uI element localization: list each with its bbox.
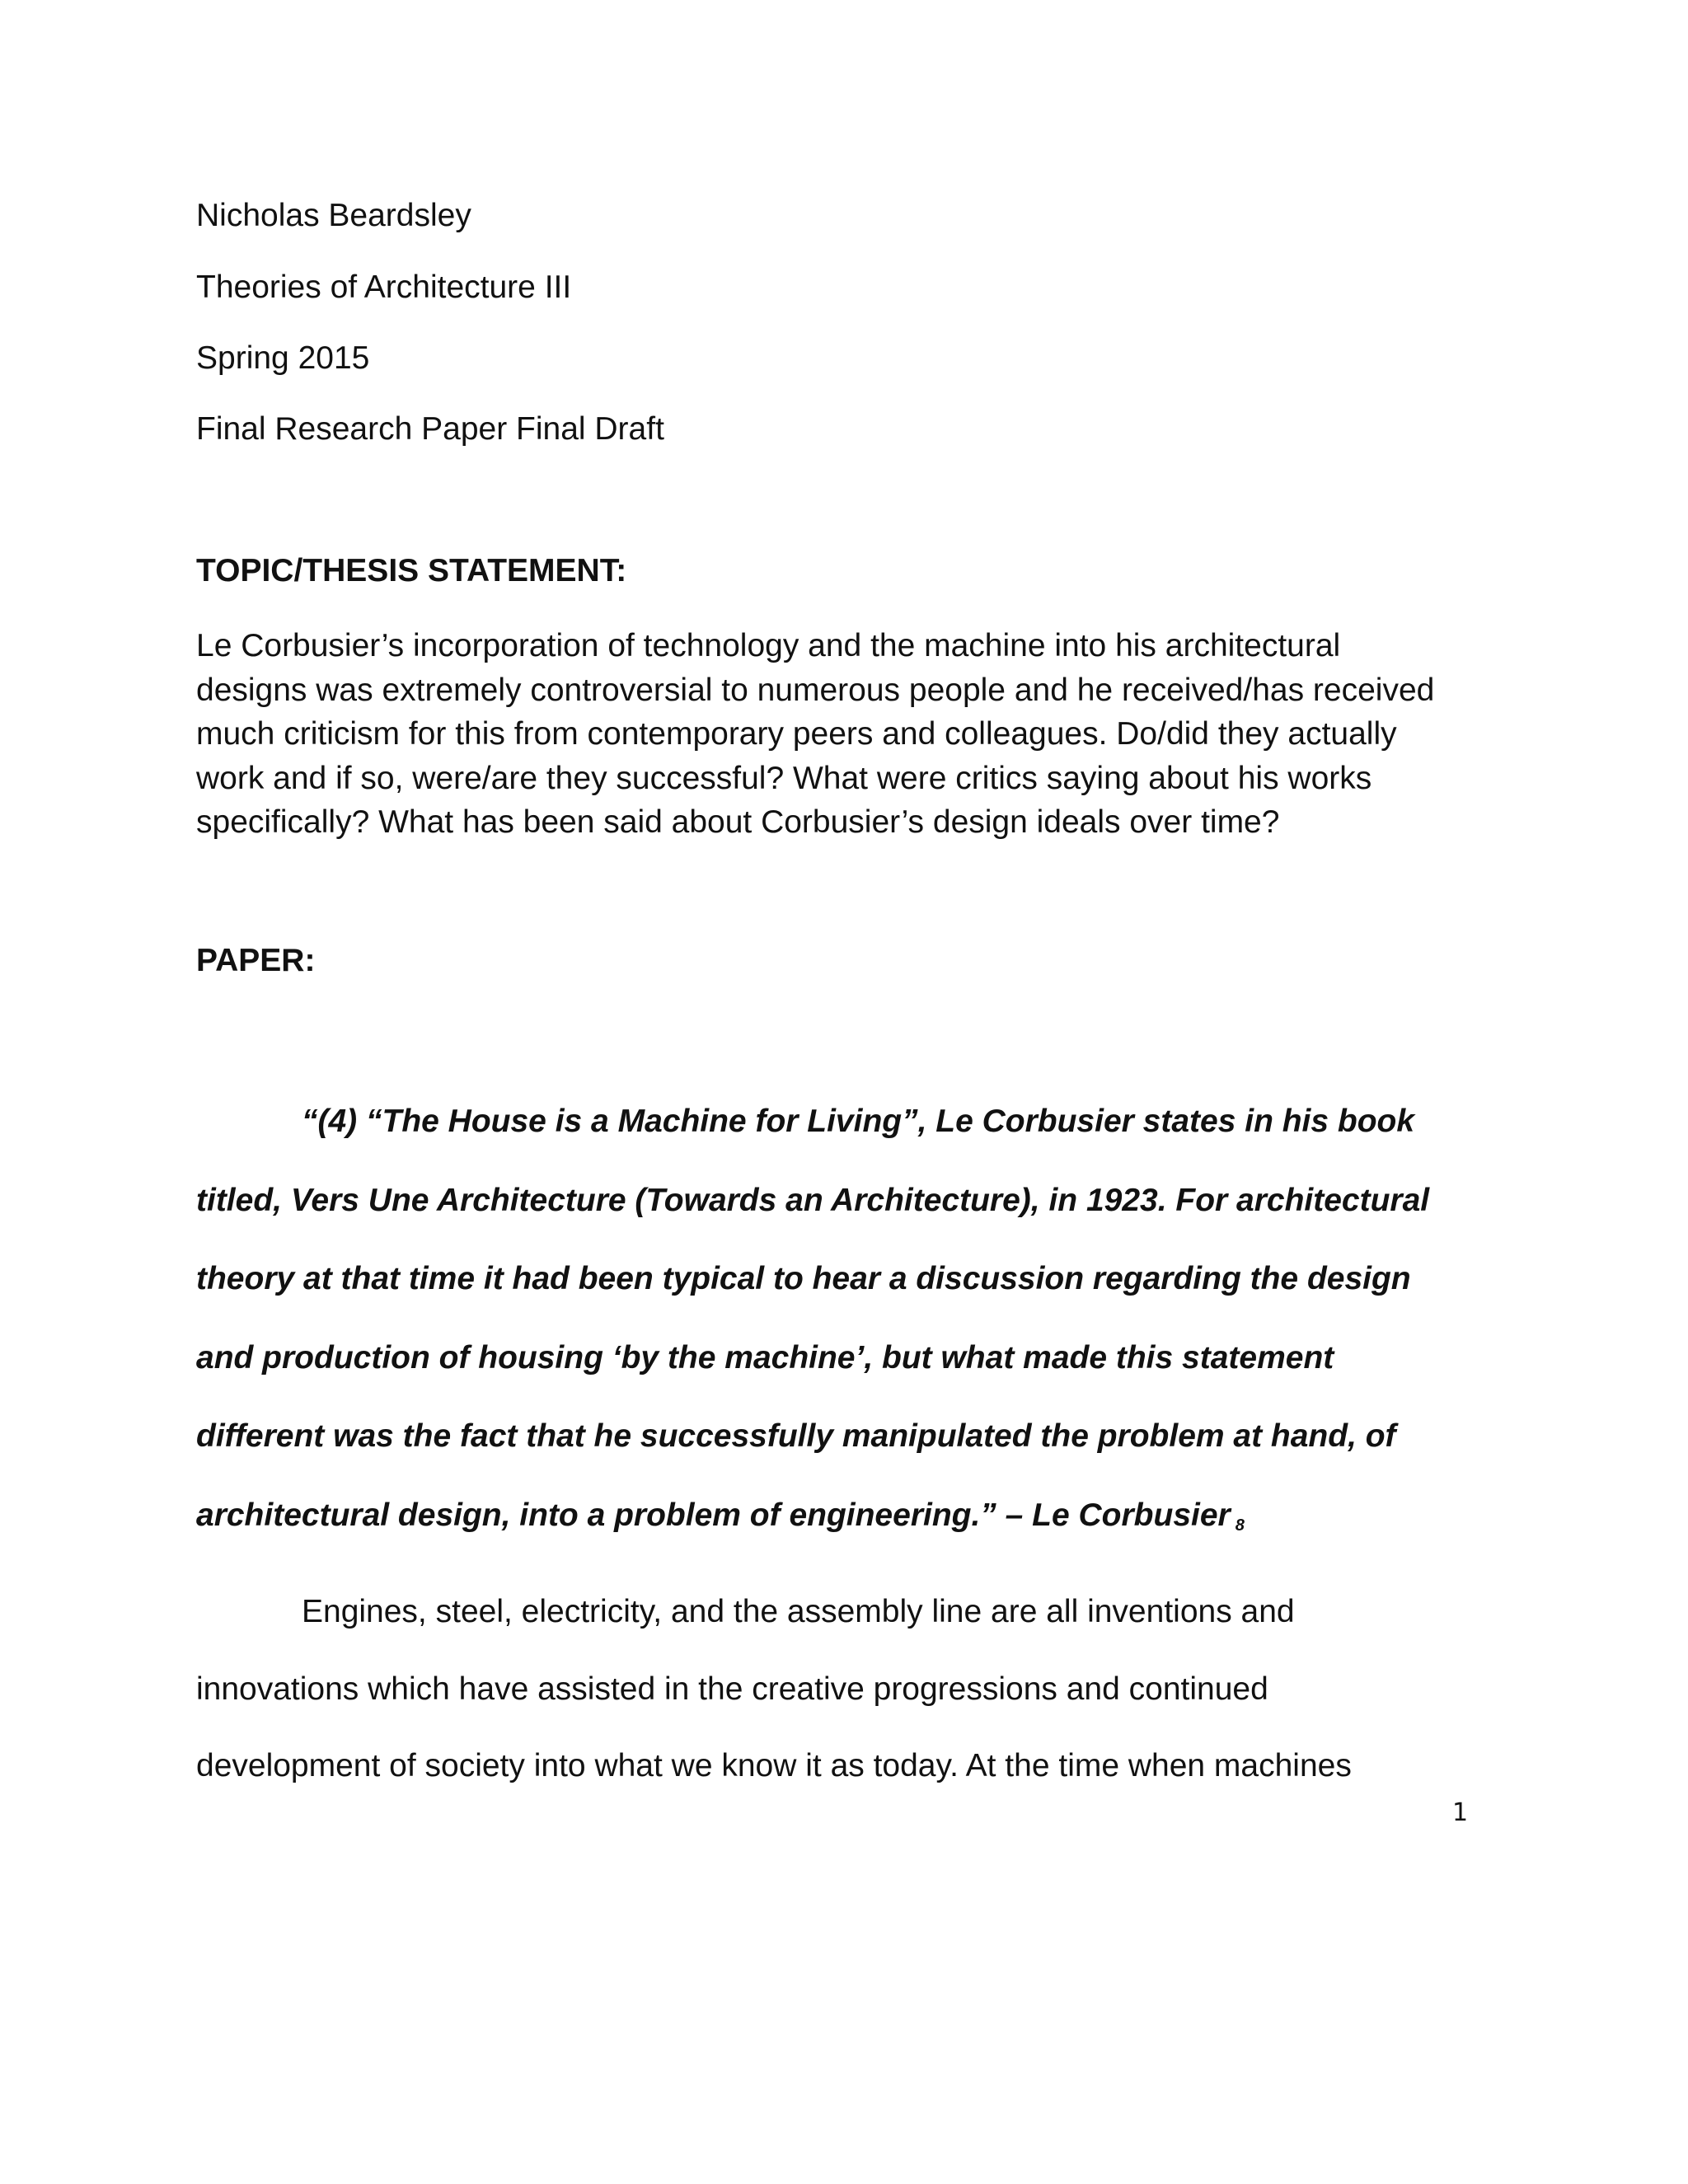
thesis-paragraph — [196, 624, 1482, 845]
quote-line: theory at that time it had been typical to hear a discussion regarding the design — [196, 1261, 1411, 1296]
course-title: Theories of Architecture III — [196, 269, 572, 305]
quote-last-line — [196, 1476, 1498, 1566]
thesis-line: much criticism for this from contemporary peers and colleagues. Do/did they actually — [196, 716, 1397, 752]
term: Spring 2015 — [196, 340, 370, 376]
author-name: Nicholas Beardsley — [196, 198, 471, 233]
opening-quote — [196, 1082, 1498, 1565]
paper-heading: PAPER: — [196, 943, 316, 978]
thesis-heading: TOPIC/THESIS STATEMENT: — [196, 553, 627, 588]
page-number: 1 — [1452, 1798, 1469, 1827]
quote-line: “(4) “The House is a Machine for Living”, Le Corbusier states in his book — [302, 1104, 1415, 1139]
thesis-line: designs was extremely controversial to numerous people and he received/has received — [196, 672, 1435, 708]
thesis-line: specifically? What has been said about Corbusier’s design ideals over time? — [196, 804, 1280, 840]
thesis-line: Le Corbusier’s incorporation of technology and the machine into his architectural — [196, 628, 1341, 663]
quote-line: and production of housing ‘by the machine’, but what made this statement — [196, 1339, 1334, 1376]
body-line: Engines, steel, electricity, and the assembly line are all inventions and — [302, 1594, 1295, 1629]
body-line: development of society into what we know it as today. At the time when machines — [196, 1748, 1352, 1783]
body-line: innovations which have assisted in the creative progressions and continued — [196, 1671, 1268, 1707]
body-paragraph — [196, 1573, 1498, 1805]
quote-line: titled, Vers Une Architecture (Towards an Architecture), in 1923. For architectural — [196, 1182, 1430, 1218]
assignment-title: Final Research Paper Final Draft — [196, 411, 664, 447]
thesis-line: work and if so, were/are they successful? What were critics saying about his works — [196, 760, 1372, 796]
footnote-reference: 8 — [1235, 1516, 1245, 1535]
quote-line: different was the fact that he successfully manipulated the problem at hand, of — [196, 1418, 1396, 1454]
quote-line: architectural design, into a problem of engineering.” – Le Corbusier — [196, 1497, 1231, 1533]
